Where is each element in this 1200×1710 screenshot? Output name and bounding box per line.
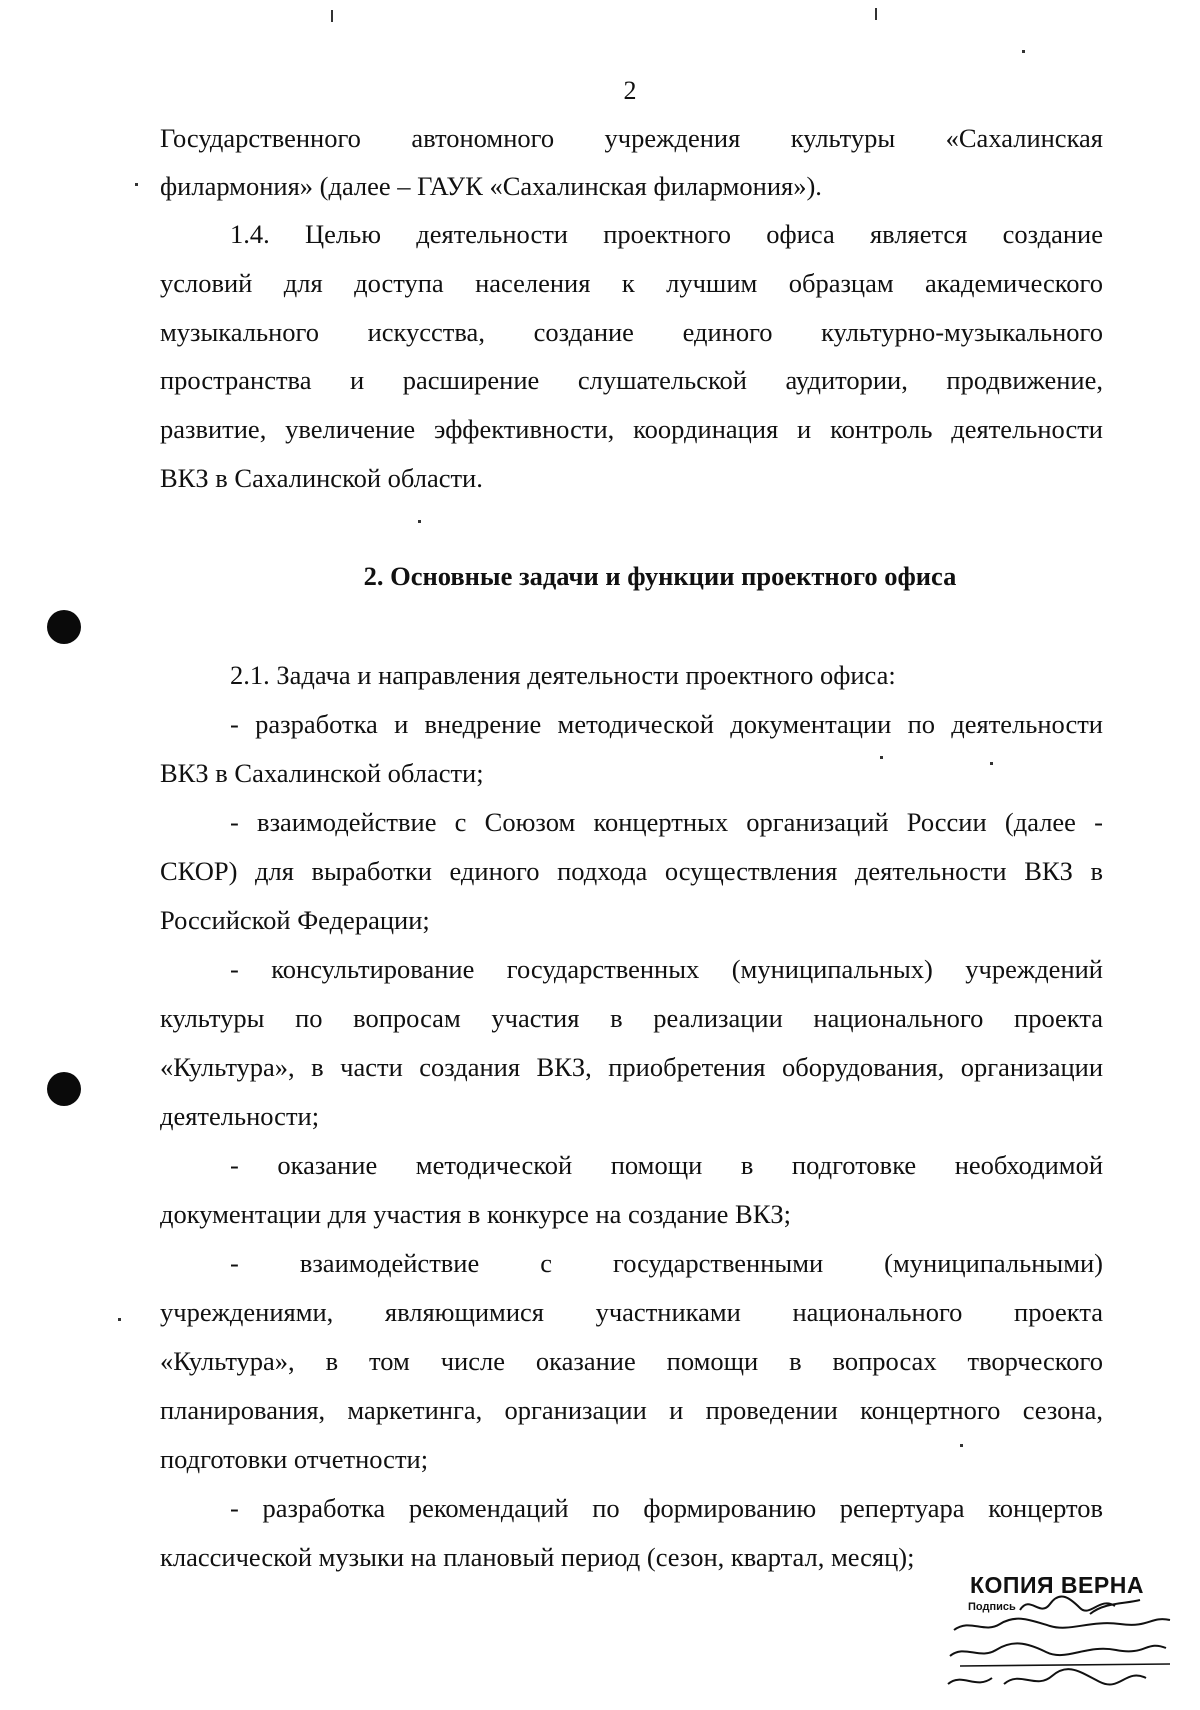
scan-artifact [880,756,883,759]
text-line: музыкального искусства, создание единого культурно-музыкального [160,317,1103,347]
scan-artifact [331,10,333,22]
scan-artifact [1022,50,1025,53]
scan-artifact [875,8,877,20]
hole-punch-mark [47,1072,81,1106]
text-line: «Культура», в том числе оказание помощи в вопросах творческого [160,1346,1103,1376]
text-line: планирования, маркетинга, организации и проведении концертного сезона, [160,1395,1103,1425]
text-line: Российской Федерации; [160,905,430,935]
handwritten-signature [940,1594,1180,1702]
text-line: ВКЗ в Сахалинской области. [160,463,483,493]
svg-text:Подпись: Подпись [968,1601,1016,1613]
text-line: СКОР) для выработки единого подхода осуществления деятельности ВКЗ в [160,856,1103,886]
text-line: 2.1. Задача и направления деятельности проектного офиса: [230,660,896,690]
text-line: «Культура», в части создания ВКЗ, приобретения оборудования, организации [160,1052,1103,1082]
hole-punch-mark [47,610,81,644]
text-line: 1.4. Целью деятельности проектного офиса является создание [230,219,1103,249]
scan-artifact [118,1318,121,1321]
stamp-title: КОПИЯ ВЕРНА [970,1572,1144,1598]
text-line: деятельности; [160,1101,320,1131]
text-line: культуры по вопросам участия в реализации национального проекта [160,1003,1103,1033]
section-heading: 2. Основные задачи и функции проектного офиса [363,561,957,591]
text-line: развитие, увеличение эффективности, координация и контроль деятельности [160,414,1103,444]
text-line: документации для участия в конкурсе на создание ВКЗ; [160,1199,792,1229]
text-line: подготовки отчетности; [160,1444,429,1474]
text-line: - разработка рекомендаций по формированию репертуара концертов [230,1493,1103,1523]
scan-artifact [418,520,421,523]
copy-certification-stamp [940,1572,1180,1702]
text-line: условий для доступа населения к лучшим образцам академического [160,268,1103,298]
text-line: - разработка и внедрение методической документации по деятельности [230,709,1103,739]
text-line: - взаимодействие с Союзом концертных организаций России (далее - [230,807,1103,837]
text-line: классической музыки на плановый период (сезон, квартал, месяц); [160,1542,915,1572]
scan-artifact [135,183,138,186]
text-line: пространства и расширение слушательской аудитории, продвижение, [160,365,1103,395]
text-line: филармония» (далее – ГАУК «Сахалинская филармония»). [160,171,822,201]
text-line: - оказание методической помощи в подготовке необходимой [230,1150,1103,1180]
scan-artifact [990,762,993,765]
text-line: ВКЗ в Сахалинской области; [160,758,484,788]
page-number: 2 [623,76,637,105]
text-line: учреждениями, являющимися участниками национального проекта [160,1297,1103,1327]
scan-artifact [960,1444,963,1447]
text-line: Государственного автономного учреждения культуры «Сахалинская [160,123,1103,153]
text-line: - консультирование государственных (муниципальных) учреждений [230,954,1103,984]
text-line: - взаимодействие с государственными (муниципальными) [230,1248,1103,1278]
